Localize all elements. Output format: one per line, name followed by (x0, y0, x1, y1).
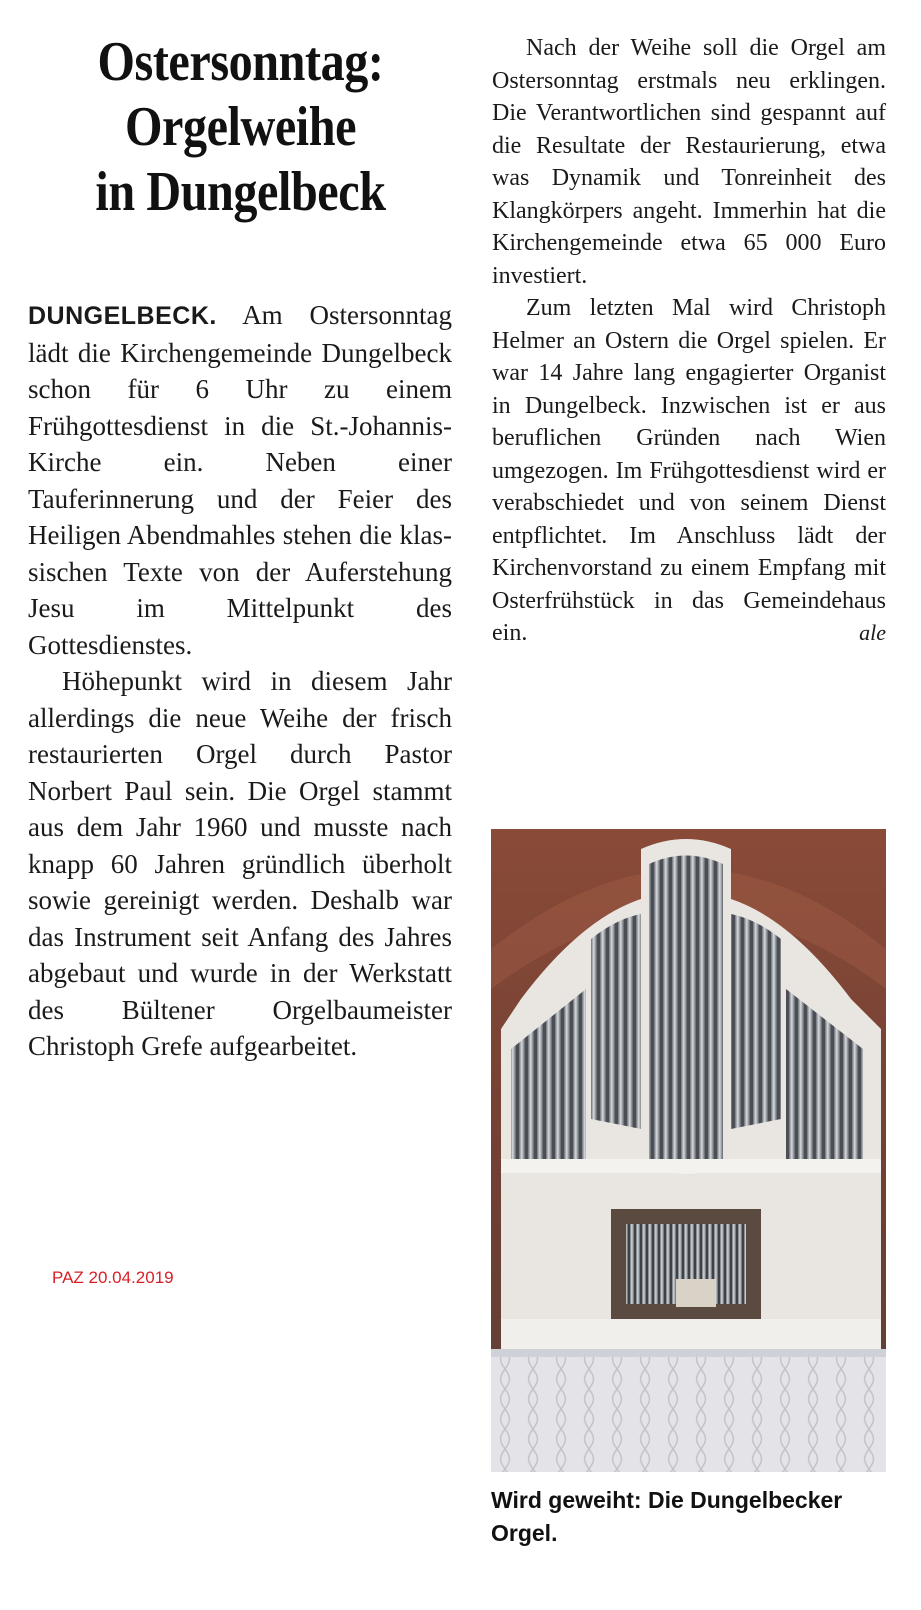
headline (58, 30, 424, 225)
article-column-left (28, 297, 452, 1065)
paragraph-text: Am Ostersonntag lädt die Kirchengemeinde Dungelbeck schon für 6 Uhr zu einem Frühgottesdienst in die St.-Johannis-Kirche ein. Neben einer Tauferinnerung und der Feier des Heiligen Abendmahles stehen die klassischen Texte von der Auferstehung Jesu im Mittelpunkt des Gottesdienstes. (28, 300, 452, 660)
article-column-right (492, 32, 886, 650)
article-paragraph (492, 292, 886, 650)
dateline: DUNGELBECK. (28, 302, 217, 330)
headline-line-1: Ostersonntag: (97, 31, 384, 93)
organ-photo (491, 829, 886, 1472)
article-paragraph: Höhepunkt wird in diesem Jahr allerdings die neue Weihe der frisch restaurierten Orgel durch Pastor Norbert Paul sein. Die Orgel stammt aus dem Jahr 1960 und musste nach knapp 60 Jahren gründlich überholt sowie gereinigt werden. Deshalb war das Instrument seit Anfang des Jahres abgebaut und wurde in der Werkstatt des Bültener Orgelbaumeister Christoph Grefe aufgearbeitet. (28, 666, 452, 1061)
article-paragraph (28, 297, 452, 663)
author-initials: ale (859, 620, 886, 645)
paragraph-text: Zum letzten Mal wird Christoph Helmer an Ostern die Orgel spielen. Er war 14 Jahre lang engagierter Organist in Dungelbeck. Inzwischen ist er aus beruflichen Gründen nach Wien umgezogen. Im Frühgottesdienst wird er verabschiedet und von seinem Dienst entpflichtet. Im Anschluss lädt der Kirchenvorstand zu einem Empfang mit Osterfrühstück in das Gemeindehaus ein. (492, 295, 886, 646)
headline-line-3: in Dungelbeck (95, 161, 386, 223)
source-note: PAZ 20.04.2019 (52, 1268, 174, 1287)
photo-caption: Wird geweiht: Die Dungelbecker Orgel. (491, 1487, 843, 1546)
article-paragraph: Nach der Weihe soll die Orgel am Ostersonntag erstmals neu erklingen. Die Verantwortlichen sind gespannt auf die Resultate der Restaurierung, etwa was Dynamik und Tonreinheit des Klangkörpers angeht. Immerhin hat die Kirchengemeinde etwa 65 000 Euro investiert. (492, 35, 886, 289)
headline-line-2: Orgelweihe (124, 96, 357, 158)
